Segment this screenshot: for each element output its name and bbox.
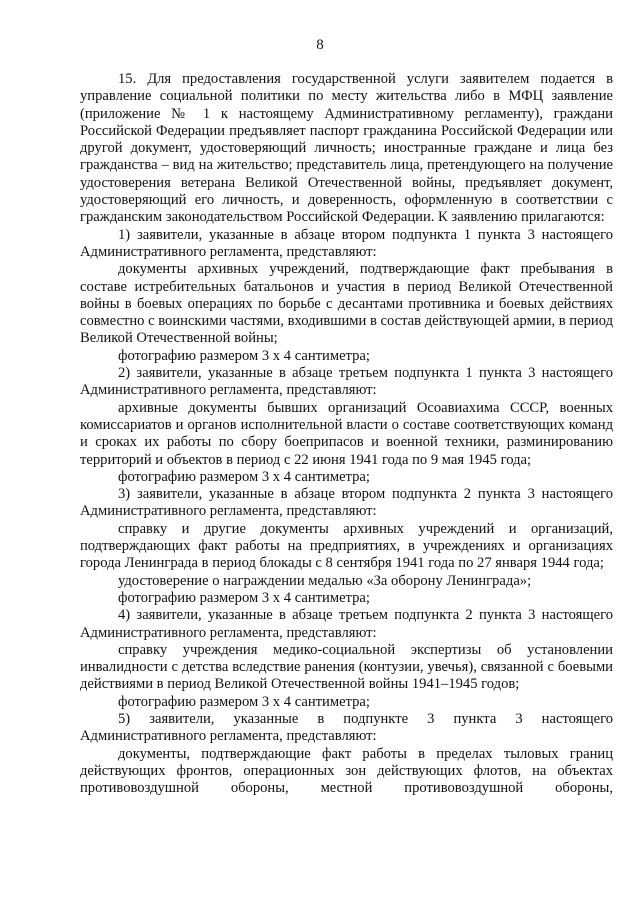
paragraph-15: 15. Для предоставления государственной услуги заявителем подается в управление социальной политики по месту жительства либо в МФЦ заявление (приложение № 1 к настоящему Административному регламенту), граждани Российской Федерации предъявляет паспорт гражданина Российской Федерации или другой документ, удостоверяющий личность; иностранные граждане и лица без гражданства – вид на жительство; представитель лица, претендующего на получение удостоверения ветерана Великой Отечественной войны, предъявляет документ, удостоверяющий его личность, и доверенность, оформленную в соответствии с гражданским законодательством Российской Федерации. К заявлению прилагаются:	[80, 71, 613, 226]
paragraph-item-4-certificate: справку учреждения медико-социальной экспертизы об установлении инвалидности с детства вследствие ранения (контузии, увечья), связанной с боевыми действиями в период Великой Отечественной войны 1941–1945 годов;	[80, 641, 613, 693]
page-number: 8	[316, 37, 324, 53]
paragraph-item-4-photo: фотографию размером 3 х 4 сантиметра;	[118, 693, 370, 710]
paragraph-item-3-certificate: справку и другие документы архивных учреждений и организаций, подтверждающих факт работы на предприятиях, в учреждениях и организациях города Ленинграда в период блокады с 8 сентября 1941 года по 27 января 1944 года;	[80, 520, 613, 572]
paragraph-item-1-documents: документы архивных учреждений, подтверждающие факт пребывания в составе истребительных батальонов и участия в период Великой Отечественной войны в боевых операциях по борьбе с десантами противника и боевых действиях совместно с воинскими частями, входившими в состав действующей армии, в период Великой Отечественной войны;	[80, 261, 613, 347]
paragraph-item-1-photo: фотографию размером 3 х 4 сантиметра;	[118, 347, 370, 364]
paragraph-item-5-documents: документы, подтверждающие факт работы в пределах тыловых границ действующих фронтов, операционных зон действующих флотов, на объектах противовоздушной обороны, местной противовоздушной обороны,	[80, 745, 613, 797]
paragraph-item-1: 1) заявители, указанные в абзаце втором подпункта 1 пункта 3 настоящего Административного регламента, представляют:	[80, 226, 613, 260]
paragraph-item-3-medal: удостоверение о награждении медалью «За оборону Ленинграда»;	[118, 572, 532, 589]
paragraph-item-4: 4) заявители, указанные в абзаце третьем подпункта 2 пункта 3 настоящего Административного регламента, представляют:	[80, 607, 613, 641]
document-body	[80, 71, 613, 797]
paragraph-item-3-photo: фотографию размером 3 х 4 сантиметра;	[118, 589, 370, 606]
paragraph-item-5: 5) заявители, указанные в подпункте 3 пункта 3 настоящего Административного регламента, представляют:	[80, 710, 613, 745]
paragraph-item-2: 2) заявители, указанные в абзаце третьем подпункта 1 пункта 3 настоящего Административного регламента, представляют:	[80, 365, 613, 399]
paragraph-item-3: 3) заявители, указанные в абзаце втором подпункта 2 пункта 3 настоящего Административного регламента, представляют:	[80, 486, 613, 520]
paragraph-item-2-photo: фотографию размером 3 х 4 сантиметра;	[118, 468, 370, 485]
paragraph-item-2-documents: архивные документы бывших организаций Осоавиахима СССР, военных комиссариатов и органов исполнительной власти о составе соответствующих команд и сроках их работы по сбору боеприпасов и военной техники, разминированию территорий и объектов в период с 22 июня 1941 года по 9 мая 1945 года;	[80, 399, 613, 468]
